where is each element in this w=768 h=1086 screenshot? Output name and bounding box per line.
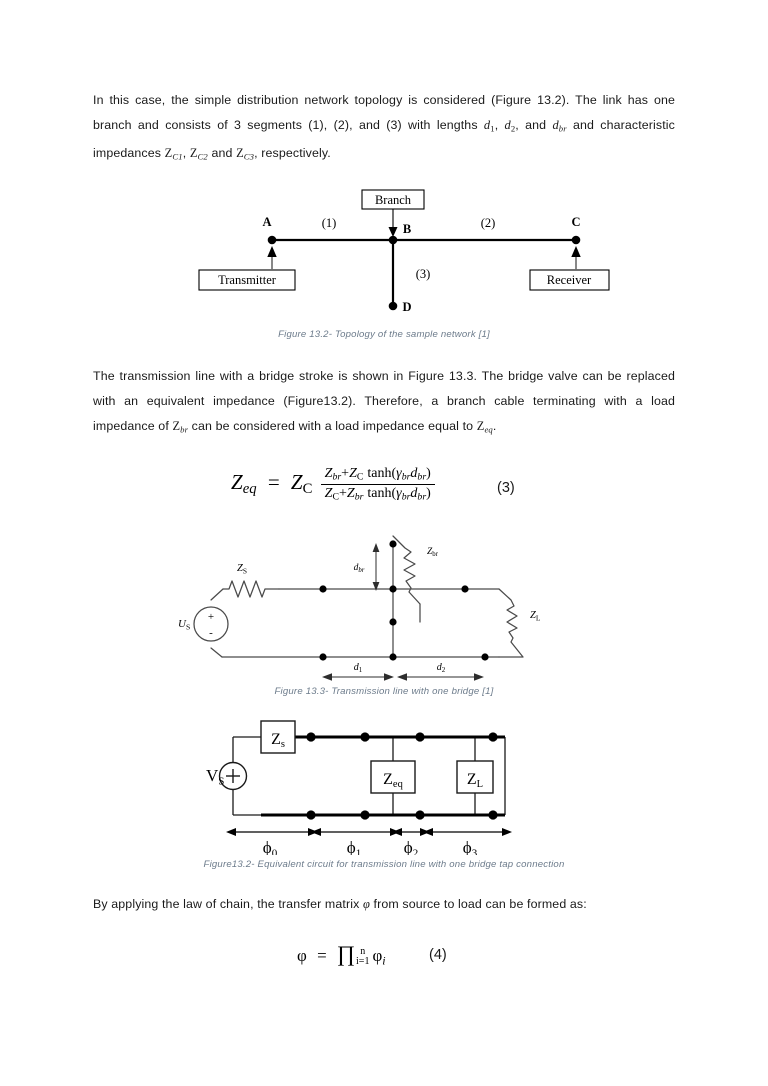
- segment-3-label: (3): [415, 266, 431, 281]
- d2-arrow-left: [397, 673, 407, 681]
- branch-box-label: Branch: [374, 192, 412, 207]
- eq4-equals: =: [317, 946, 327, 966]
- equation-3-number: (3): [497, 480, 515, 497]
- transmitter-box-label: Transmitter: [218, 272, 276, 287]
- vs-label: $V_S$: [206, 766, 225, 788]
- d1-arrow-left: [322, 673, 332, 681]
- node-d-label: D: [402, 299, 412, 314]
- equation-4: [297, 941, 386, 968]
- paragraph-intro: [93, 88, 675, 170]
- zl-box-label: $Z_L$: [466, 771, 484, 791]
- source-label: $U_S$: [178, 618, 191, 632]
- math-zc3: $Z_{C3}$: [236, 146, 255, 162]
- eq4-lower-limit: i=1: [356, 956, 370, 968]
- dot-eq-6: [360, 811, 369, 820]
- eq4-upper-limit: n: [360, 945, 366, 957]
- figure-topology-svg: [93, 188, 675, 323]
- dot-bottom-right: [481, 654, 488, 661]
- source-bottom-lead: [211, 648, 222, 657]
- paragraph-sep-3: ,: [182, 146, 190, 161]
- equation-3: [231, 466, 435, 502]
- figure-transmission-line: [93, 526, 675, 684]
- paragraph-bridge: [93, 364, 675, 442]
- node-c-label: C: [571, 214, 581, 229]
- figure-equivalent-circuit-svg: [93, 715, 675, 855]
- figure-topology-caption: Figure 13.2- Topology of the sample network [1]: [278, 328, 490, 340]
- segment-2-label: (2): [480, 215, 496, 230]
- zs-label: $Z_S$: [237, 563, 247, 576]
- math-d1: $d_1$: [483, 118, 495, 134]
- dot-top-left: [319, 586, 326, 593]
- dot-top-right: [461, 586, 468, 593]
- equation-4-row: [93, 935, 675, 979]
- zeq-box-label: $Z_{eq}$: [383, 771, 403, 791]
- receiver-box-label: Receiver: [546, 272, 592, 287]
- paragraph-bridge-text-3: .: [492, 418, 497, 433]
- dot-branch-upper: [389, 541, 396, 548]
- math-dbr: $d_{br}$: [552, 118, 567, 134]
- dbr-arrow-up: [373, 543, 380, 552]
- zs-resistor: [223, 581, 279, 597]
- phi1-label: $\phi_1$: [346, 838, 362, 856]
- paragraph-sep-2: , and: [515, 118, 553, 132]
- d1-label: $d_1$: [353, 662, 363, 675]
- math-zbr-inline: $Z_{br}$: [172, 418, 189, 435]
- paragraph-intro-text-2: and characteristic impedances: [93, 118, 676, 161]
- zbr-label: $Z_{br}$: [427, 547, 438, 559]
- math-phi-inline: φ: [362, 897, 370, 912]
- math-zc1: $Z_{C1}$: [164, 146, 183, 162]
- zl-branch: [499, 589, 523, 657]
- paragraph-chain-law: [93, 892, 675, 917]
- dot-branch-mid: [389, 619, 396, 626]
- source-top-lead: [211, 589, 223, 600]
- segment-1-label: (1): [321, 215, 337, 230]
- eq3-denominator: $Z_C+Z_{br}$ $\tanh(\gamma_{br}d_{br})$: [324, 486, 431, 503]
- d2-arrow-right: [474, 673, 484, 681]
- figure-transmission-line-svg: [93, 526, 675, 684]
- dot-eq-2: [360, 733, 369, 742]
- eq4-lhs: φ: [297, 946, 307, 966]
- zl-label: $Z_L$: [530, 610, 541, 623]
- dot-bottom-left: [319, 654, 326, 661]
- dot-eq-8: [488, 811, 497, 820]
- transmitter-arrow-head: [267, 246, 276, 257]
- phi3-label: $\phi_3$: [462, 838, 478, 856]
- figure-equivalent-circuit: [93, 715, 675, 855]
- phi0-label: $\phi_0$: [262, 838, 278, 856]
- eq3-prefactor: $Z_C$: [290, 470, 313, 498]
- receiver-arrow-head: [571, 246, 580, 257]
- dot-eq-1: [306, 733, 315, 742]
- figure-topology: [93, 188, 675, 333]
- node-a-label: A: [262, 214, 272, 229]
- d2-label: $d_2$: [436, 662, 446, 675]
- dot-eq-4: [488, 733, 497, 742]
- math-zeq-inline: $Z_{eq}$: [476, 418, 493, 435]
- source-plus-label: +: [207, 611, 215, 624]
- equation-4-number: (4): [429, 947, 447, 964]
- paragraph-chain-text-1: By applying the law of chain, the transfer matrix: [93, 897, 363, 912]
- node-c-dot: [572, 236, 581, 245]
- eq3-lhs: $Z_{eq}$: [231, 470, 257, 498]
- dot-eq-3: [415, 733, 424, 742]
- dbr-arrow-down: [373, 582, 380, 591]
- source-minus-label: -: [209, 627, 213, 640]
- dot-eq-7: [415, 811, 424, 820]
- d1-arrow-right: [384, 673, 394, 681]
- dot-eq-5: [306, 811, 315, 820]
- eq3-equals: =: [267, 470, 280, 495]
- node-d-dot: [389, 302, 398, 311]
- dot-bottom-mid: [389, 654, 396, 661]
- dbr-label: $d_{br}$: [353, 563, 365, 575]
- zs-box-label: $Z_s$: [271, 731, 285, 751]
- phi2-label: $\phi_2$: [403, 838, 419, 856]
- equation-3-row: [93, 458, 675, 520]
- paragraph-intro-text-3: , respectively.: [254, 146, 331, 161]
- math-d2: $d_2$: [504, 118, 516, 134]
- eq3-fraction: [321, 466, 435, 502]
- paragraph-sep-4: and: [207, 146, 237, 161]
- paragraph-bridge-text-1: The transmission line with a bridge stroke is shown in Figure 13.3. The bridge valve can be replaced with an equivalent impedance (Figure13.2). Therefore, a branch cable terminating with a load impedance of: [93, 368, 675, 433]
- eq4-operand: $\varphi_i$: [372, 946, 386, 968]
- zbr-resistor: [393, 536, 420, 604]
- eq4-product-symbol: ∏: [336, 941, 356, 967]
- node-b-dot: [389, 236, 398, 245]
- paragraph-chain-text-2: from source to load can be formed as:: [369, 897, 587, 912]
- dot-branch-top: [389, 586, 396, 593]
- page-content: [93, 88, 675, 979]
- paragraph-intro-text-1: In this case, the simple distribution network topology is considered (Figure 13.2). The link has one branch and consists of 3 segments (1), (2), and (3) with lengths: [93, 93, 675, 132]
- math-zc2: $Z_{C2}$: [189, 146, 208, 162]
- paragraph-sep-1: ,: [494, 118, 505, 132]
- figure-equivalent-circuit-caption: Figure13.2- Equivalent circuit for transmission line with one bridge tap connection: [203, 859, 565, 871]
- eq3-numerator: $Z_{br}+Z_C$ $\tanh(\gamma_{br}d_{br})$: [321, 466, 435, 485]
- node-a-dot: [268, 236, 277, 245]
- paragraph-bridge-text-2: can be considered with a load impedance equal to: [188, 418, 477, 433]
- node-b-label: B: [402, 221, 412, 236]
- figure-transmission-line-caption: Figure 13.3- Transmission line with one bridge [1]: [274, 686, 494, 698]
- branch-arrow-head: [389, 227, 398, 237]
- eq4-limits: [356, 947, 369, 968]
